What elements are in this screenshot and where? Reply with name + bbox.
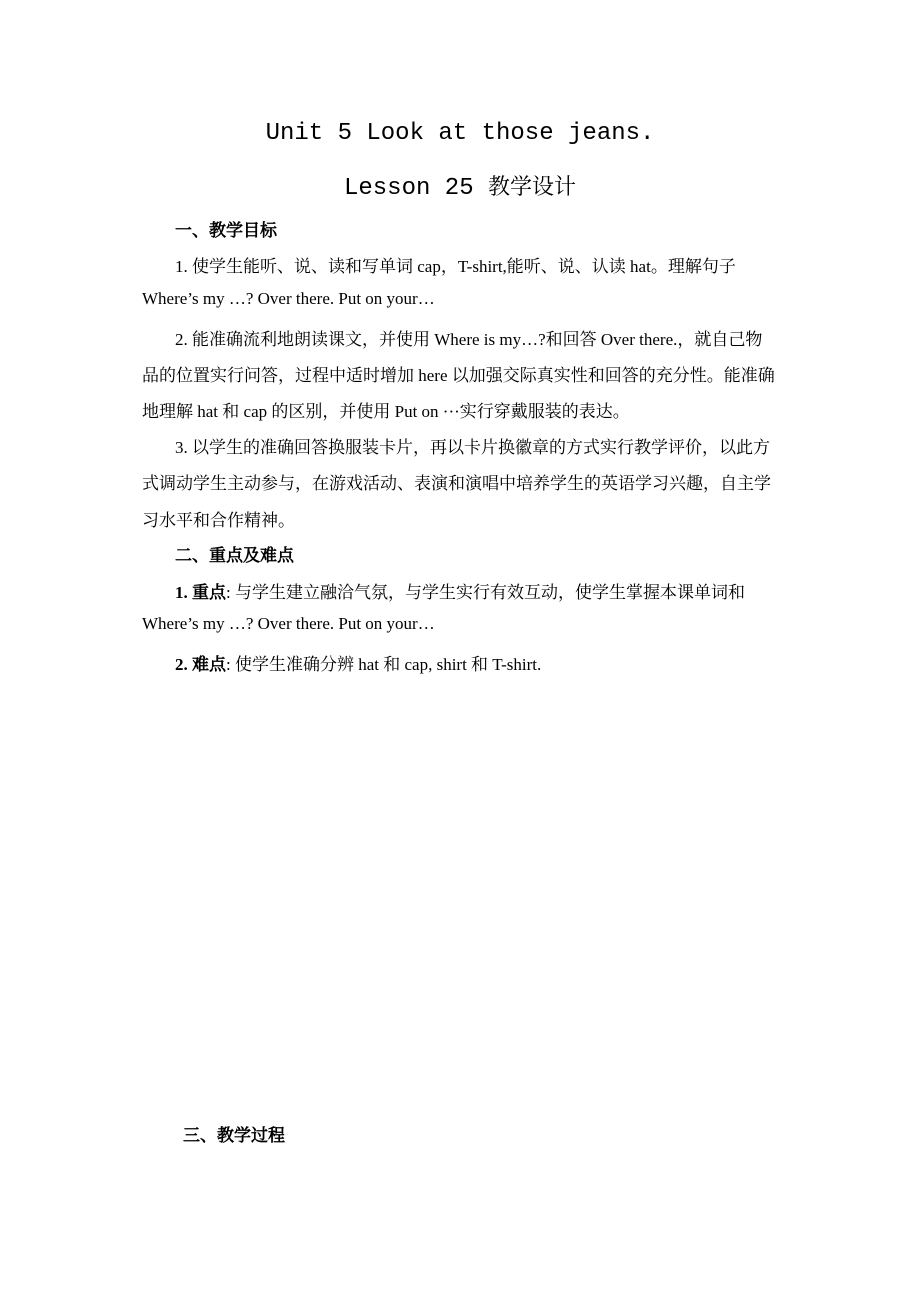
section-heading-key-points: 二、重点及难点 [175,546,294,566]
difficult-point-label: 2. 难点 [175,655,226,674]
key-point-text: : 与学生建立融洽气氛，与学生实行有效互动，使学生掌握本课单词和 [226,583,745,602]
key-point-line-1 [175,578,745,603]
key-point-line-2: Where’s my …? Over there. Put on your… [142,614,435,633]
objective-2-line-3: 地理解 hat 和 cap 的区别，并使用 Put on ···实行穿戴服装的表达。 [142,402,630,421]
difficult-point-line [175,650,541,675]
lesson-number: Lesson 25 [343,175,474,202]
lesson-design-label: 教学设计 [488,175,577,200]
key-point-label: 1. 重点 [175,583,226,602]
objective-1-line-1: 1. 使学生能听、说、读和写单词 cap，T-shirt,能听、说、认读 hat。理解句子 [175,257,736,276]
objective-3-line-1: 3. 以学生的准确回答换服装卡片，再以卡片换徽章的方式实行教学评价，以此方 [175,438,770,457]
objective-3-line-2: 式调动学生主动参与，在游戏活动、表演和演唱中培养学生的英语学习兴趣，自主学 [142,474,771,493]
document-subtitle [0,170,920,202]
difficult-point-text: : 使学生准确分辨 hat 和 cap, shirt 和 T-shirt. [226,655,542,674]
objective-2-line-2: 品的位置实行问答，过程中适时增加 here 以加强交际真实性和回答的充分性。能准确 [142,366,775,385]
document-title: Unit 5 Look at those jeans. [265,120,655,147]
objective-2-line-1: 2. 能准确流利地朗读课文，并使用 Where is my…?和回答 Over there.，就自己物 [175,330,763,349]
section-heading-objectives: 一、教学目标 [175,221,277,241]
section-heading-process: 三、教学过程 [183,1126,285,1146]
objective-1-line-2: Where’s my …? Over there. Put on your… [142,289,435,308]
objective-3-line-3: 习水平和合作精神。 [142,511,295,530]
